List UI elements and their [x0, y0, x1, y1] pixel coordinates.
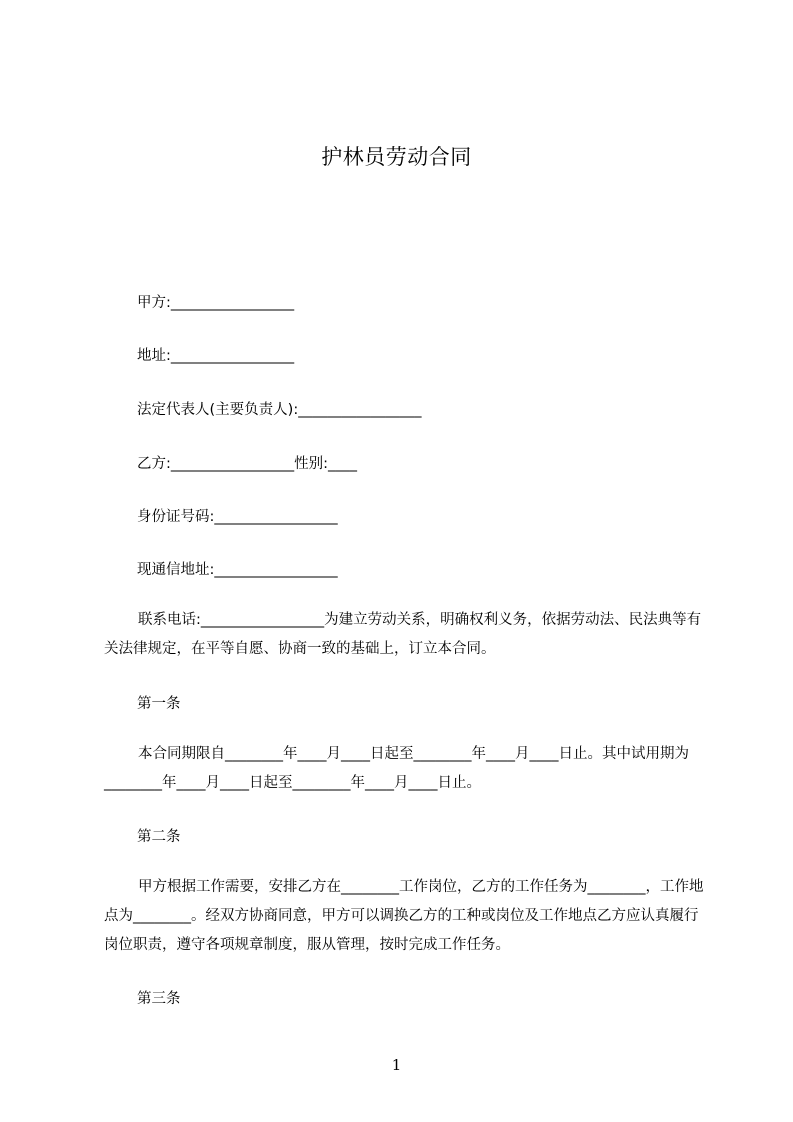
article-1-heading: 第一条: [137, 696, 181, 712]
article-1-text: 本合同期限自________年____月____日起至________年____月____日止。其中试用期为________年____月____日起至________年____月____日止。: [104, 746, 689, 791]
document-title: 护林员劳动合同: [321, 145, 472, 169]
article-2-text: 甲方根据工作需要，安排乙方在________工作岗位，乙方的工作任务为________，工作地点为________。经双方协商同意，甲方可以调换乙方的工种或岗位及工作地点乙方应认真履行岗位职责，遵守各项规章制度，服从管理，按时完成工作任务。: [104, 879, 704, 953]
id-number-field: 身份证号码:_________________: [137, 509, 338, 525]
article-2-heading: 第二条: [137, 829, 181, 845]
article-3-heading: 第三条: [137, 991, 181, 1007]
party-a-field: 甲方:_________________: [137, 295, 295, 311]
party-b-gender-field: 乙方:_________________性别:____: [137, 456, 358, 472]
address-field: 地址:_________________: [137, 348, 295, 364]
mailing-address-field: 现通信地址:_________________: [137, 562, 338, 578]
intro-paragraph: 联系电话:_________________为建立劳动关系，明确权利义务，依据劳动法、民法典等有关法律规定，在平等自愿、协商一致的基础上，订立本合同。: [104, 612, 702, 657]
legal-representative-field: 法定代表人(主要负责人):_________________: [137, 402, 422, 418]
page-number: 1: [391, 1056, 402, 1074]
